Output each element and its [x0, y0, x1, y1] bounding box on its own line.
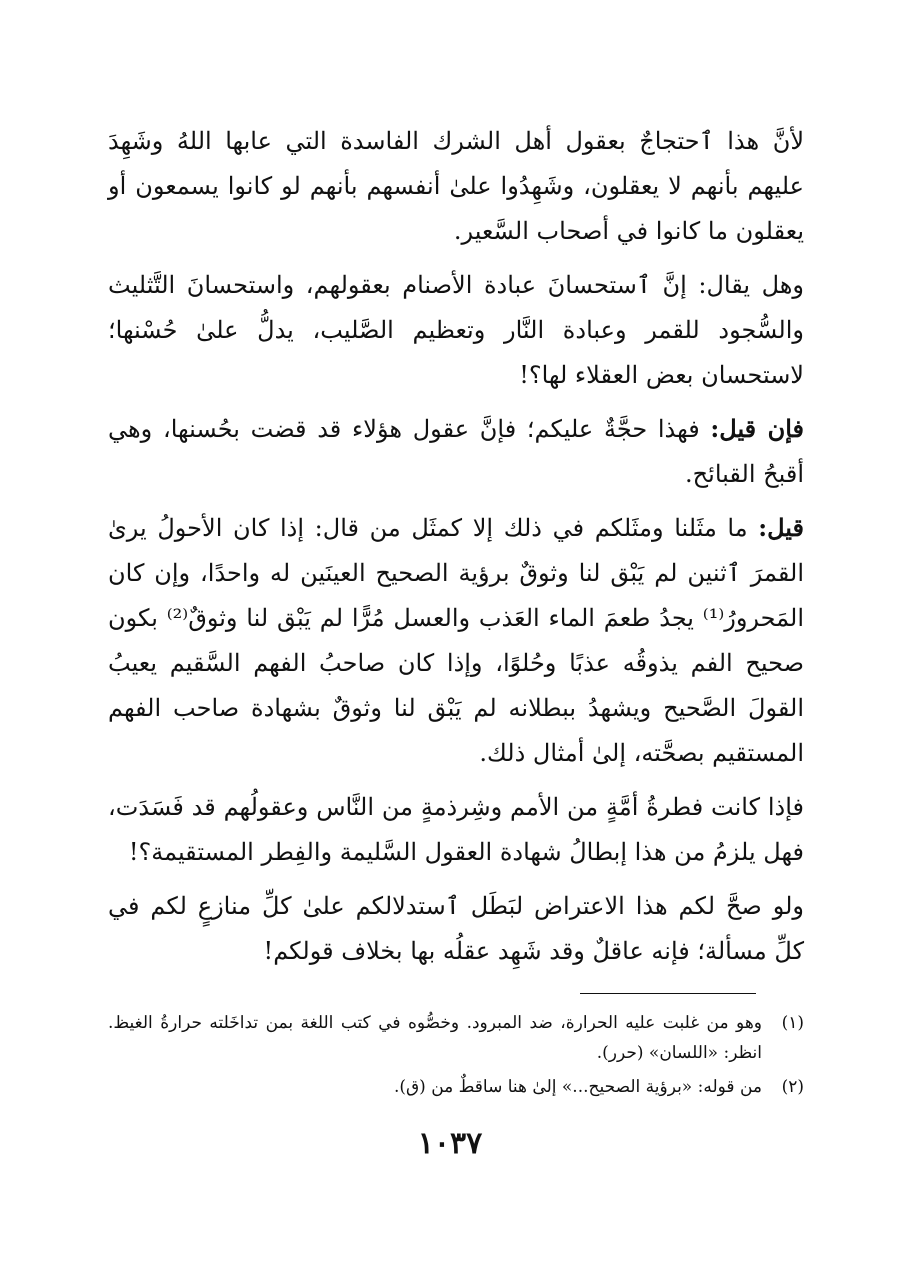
paragraph-text: ولو صحَّ لكم هذا الاعتراض لبَطَل ٱستدلالكم علىٰ كلِّ منازعٍ لكم في كلِّ مسألة؛ فإنه عاقلٌ وقد شَهِد عقلُه بها بخلاف قولكم!: [108, 892, 804, 965]
paragraph-3: [108, 406, 804, 497]
paragraph-lead: قيل:: [758, 513, 804, 542]
footnote-text: وهو من غلبت عليه الحرارة، ضد المبرود. وخصُّوه في كتب اللغة بمن تداخَلته حرارةُ الغيظ. انظر: «اللسان» (حرر).: [108, 1013, 762, 1063]
paragraph-text: لأنَّ هذا ٱحتجاجٌ بعقول أهل الشرك الفاسدة التي عابها اللهُ وشَهِدَ عليهم بأنهم لا يعقلون، وشَهِدُوا علىٰ أنفسهم بأنهم لو كانوا يسمعون أو يعقلون ما كانوا في أصحاب السَّعير.: [108, 127, 805, 245]
paragraph-text: وهل يقال: إنَّ ٱستحسانَ عبادة الأصنام بعقولهم، واستحسانَ التَّثليث والسُّجود للقمر وعبادة النَّار وتعظيم الصَّليب، يدلُّ علىٰ حُسْنها؛ لاستحسان بعض العقلاء لها؟!: [108, 271, 804, 389]
paragraph-4: [108, 505, 804, 776]
footnote-number: (٢): [781, 1077, 804, 1097]
paragraph-5: [108, 784, 804, 875]
paragraph-text: فإذا كانت فطرةُ أمَّةٍ من الأمم وشِرذمةٍ من النَّاس وعقولُهم قد فَسَدَت، فهل يلزمُ من هذا إبطالُ شهادة العقول السَّليمة والفِطر المستقيمة؟!: [108, 793, 804, 866]
paragraph-6: [108, 883, 804, 974]
main-text: [108, 118, 804, 982]
footnote-2: [108, 1072, 804, 1102]
footnote-separator: [580, 993, 756, 994]
footnotes: [108, 1008, 804, 1106]
paragraph-text: ما مثَلنا ومثَلكم في ذلك إلا كمثَل من قال: إذا كان الأحولُ يرىٰ القمرَ ٱثنين لم يَبْق لنا وثوقٌ برؤية الصحيح العينَين له واحدًا، وإن كان المَحرورُ⁽¹⁾ يجدُ طعمَ الماء العَذب والعسل مُرًّا لم يَبْق لنا وثوقٌ⁽²⁾ بكون صحيح الفم يذوقُه عذبًا وحُلوًا، وإذا كان صاحبُ الفهم السَّقيم يعيبُ القولَ الصَّحيح ويشهدُ ببطلانه لم يَبْق لنا وثوقٌ بشهادة صاحب الفهم المستقيم بصحَّته، إلىٰ أمثال ذلك.: [108, 514, 805, 767]
footnote-number: (١): [781, 1013, 804, 1033]
footnote-text: من قوله: «برؤية الصحيح...» إلىٰ هنا ساقطٌ من (ق).: [393, 1077, 762, 1097]
paragraph-2: [108, 262, 804, 398]
paragraph-lead: فإن قيل:: [710, 414, 805, 443]
footnote-1: [108, 1008, 804, 1068]
paragraph-text: فهذا حجَّةٌ عليكم؛ فإنَّ عقول هؤلاء قد قضت بحُسنها، وهي أقبحُ القبائح.: [108, 415, 804, 488]
paragraph-1: [108, 118, 804, 254]
page-number: ١٠٣٧: [417, 1126, 483, 1161]
